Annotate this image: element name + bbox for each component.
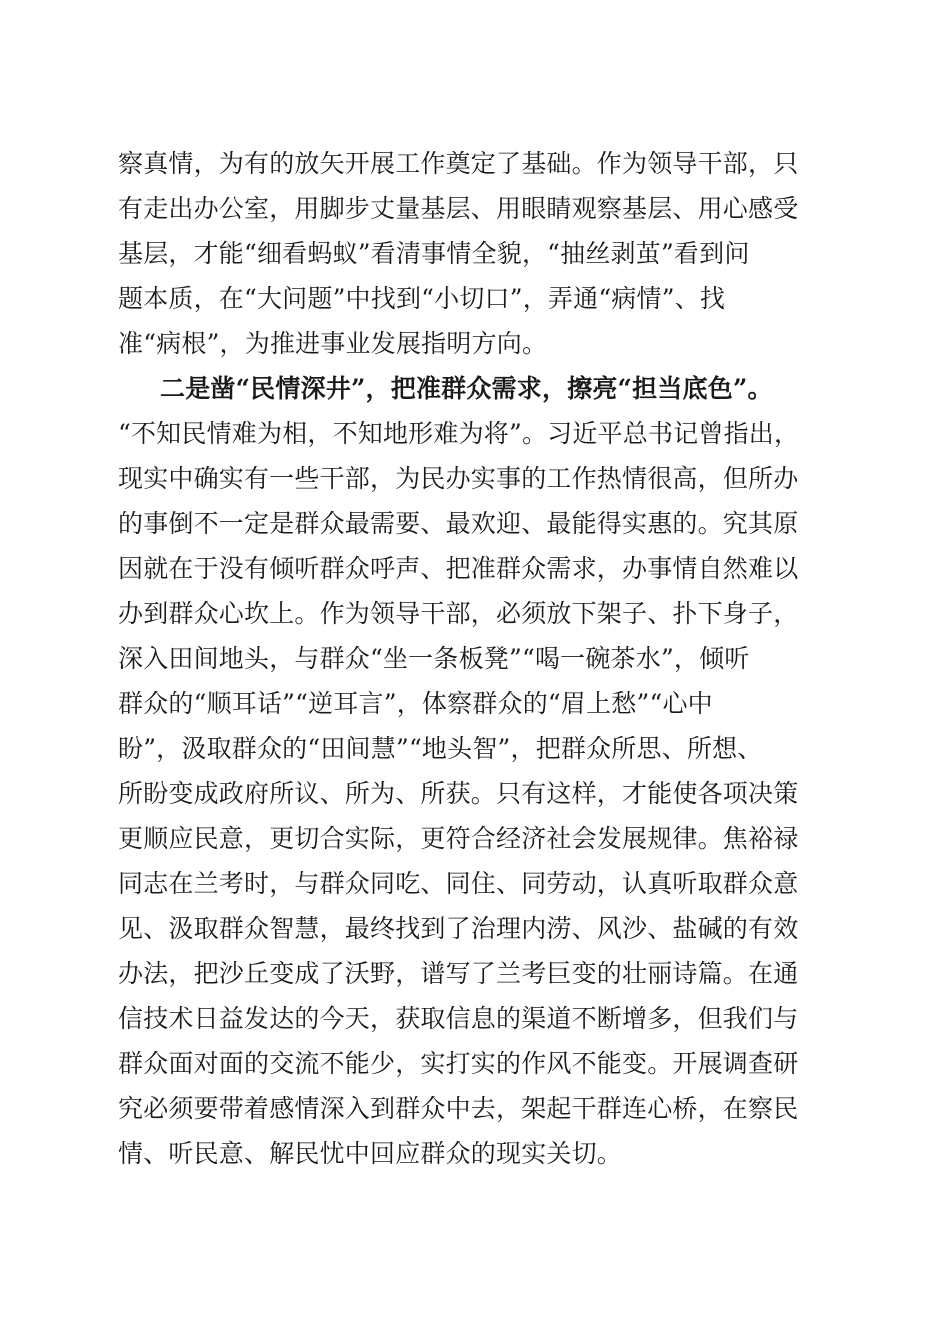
text-line: 有走出办公室，用脚步丈量基层、用眼睛观察基层、用心感受: [118, 194, 799, 223]
text-line: 基层，才能“细看蚂蚁”看清事情全貌，“抽丝剥茧”看到问: [118, 239, 750, 268]
text-line: 盼”，汲取群众的“田间慧”“地头智”，把群众所思、所想、: [118, 734, 763, 763]
text-line: 所盼变成政府所议、所为、所获。只有这样，才能使各项决策: [118, 779, 799, 808]
text-line: 的事倒不一定是群众最需要、最欢迎、最能得实惠的。究其原: [118, 509, 799, 538]
text-line: 办法，把沙丘变成了沃野，谱写了兰考巨变的壮丽诗篇。在通: [118, 959, 799, 988]
text-line: 察真情，为有的放矢开展工作奠定了基础。作为领导干部，只: [118, 149, 799, 178]
text-line: “不知民情难为相，不知地形难为将”。习近平总书记曾指出，: [118, 419, 800, 448]
text-line: 群众的“顺耳话”“逆耳言”，体察群众的“眉上愁”“心中: [118, 689, 713, 718]
text-line: 办到群众心坎上。作为领导干部，必须放下架子、扑下身子，: [118, 599, 799, 628]
text-line: 准“病根”，为推进事业发展指明方向。: [118, 329, 548, 358]
text-line: 更顺应民意，更切合实际，更符合经济社会发展规律。焦裕禄: [118, 824, 799, 853]
text-line: 情、听民意、解民忧中回应群众的现实关切。: [118, 1139, 623, 1168]
section-heading: 二是凿“民情深井”，把准群众需求，擦亮“担当底色”。: [160, 374, 773, 403]
text-line: 群众面对面的交流不能少，实打实的作风不能变。开展调查研: [118, 1049, 799, 1078]
text-line: 信技术日益发达的今天，获取信息的渠道不断增多，但我们与: [118, 1004, 799, 1033]
text-line: 现实中确实有一些干部，为民办实事的工作热情很高，但所办: [118, 464, 799, 493]
text-line: 因就在于没有倾听群众呼声、把准群众需求，办事情自然难以: [118, 554, 799, 583]
text-line: 题本质，在“大问题”中找到“小切口”，弄通“病情”、找: [118, 284, 726, 313]
text-line: 深入田间地头，与群众“坐一条板凳”“喝一碗茶水”，倾听: [118, 644, 750, 673]
text-line: 究必须要带着感情深入到群众中去，架起干群连心桥，在察民: [118, 1094, 799, 1123]
text-line: 见、汲取群众智慧，最终找到了治理内涝、风沙、盐碱的有效: [118, 914, 799, 943]
text-line: 同志在兰考时，与群众同吃、同住、同劳动，认真听取群众意: [118, 869, 799, 898]
